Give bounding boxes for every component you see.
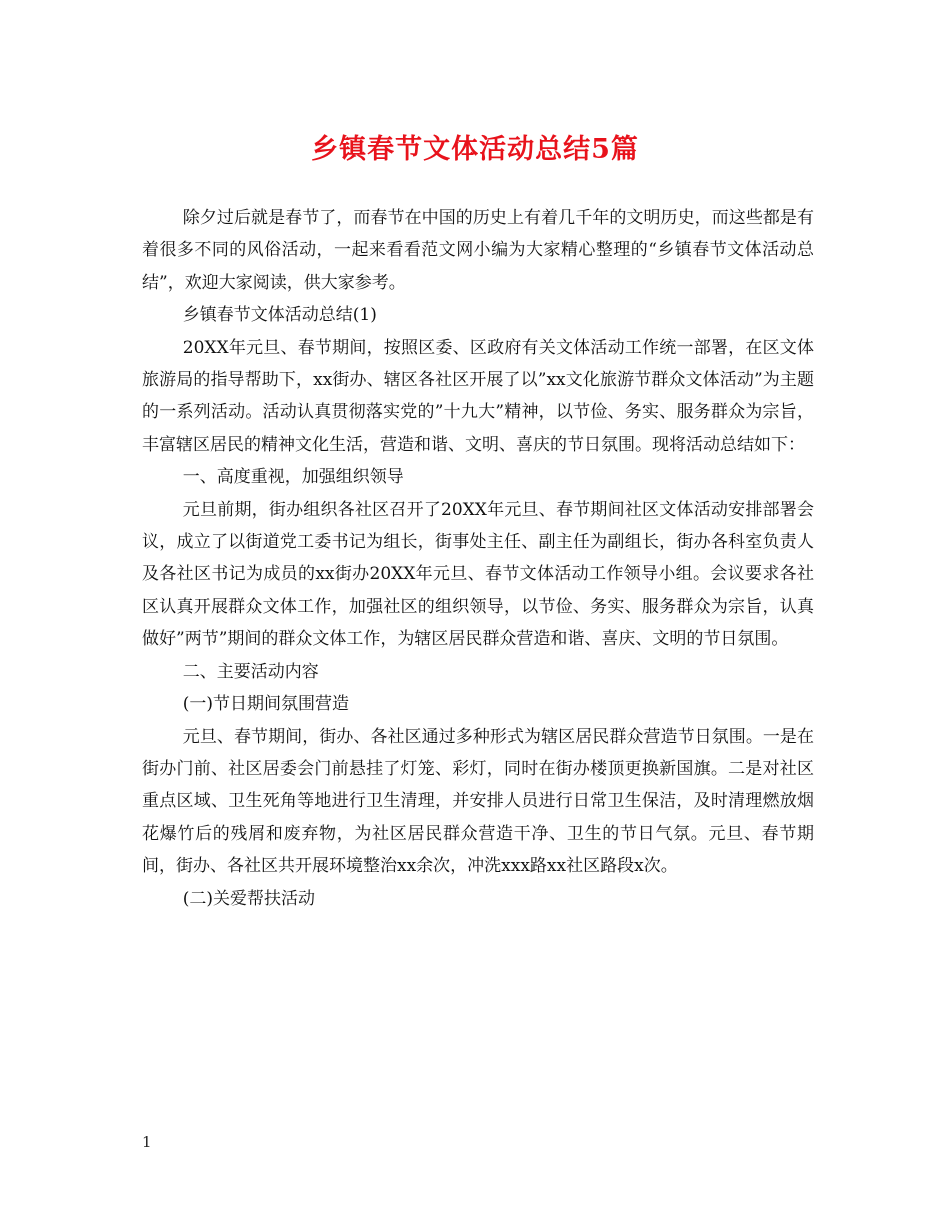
section-heading: 二、主要活动内容 bbox=[182, 661, 319, 682]
body-paragraph: 元旦前期，街办组织各社区召开了20XX年元旦、春节期间社区文体活动安排部署会议，成立了以街道党工委书记为组长，街事处主任、副主任为副组长，街办各科室负责人及各社区书记为成员的xx街办20XX年元旦、春节文体活动工作领导小组。会议要求各社区认真开展群众文体工作，加强社区的组织领导，以节俭、务实、服务群众为宗旨，认真做好”两节”期间的群众文体工作，为辖区居民群众营造和谐、喜庆、文明的节日氛围。 bbox=[142, 499, 814, 650]
page-number: 1 bbox=[142, 1133, 152, 1151]
document-title: 乡镇春节文体活动总结5篇 bbox=[311, 134, 639, 165]
subsection-heading: (二)关爱帮扶活动 bbox=[182, 888, 316, 909]
body-paragraph: 元旦、春节期间，街办、各社区通过多种形式为辖区居民群众营造节日氛围。一是在街办门前、社区居委会门前悬挂了灯笼、彩灯，同时在街办楼顶更换新国旗。二是对社区重点区域、卫生死角等地进行卫生清理，并安排人员进行日常卫生保洁，及时清理燃放烟花爆竹后的残屑和废弃物，为社区居民群众营造干净、卫生的节日气氛。元旦、春节期间，街办、各社区共开展环境整治xx余次，冲洗xxx路xx社区路段x次。 bbox=[142, 726, 814, 877]
intro-paragraph: 除夕过后就是春节了，而春节在中国的历史上有着几千年的文明历史，而这些都是有着很多不同的风俗活动，一起来看看范文网小编为大家精心整理的“乡镇春节文体活动总结”，欢迎大家阅读，供大家参考。 bbox=[142, 208, 814, 293]
section-heading: 一、高度重视，加强组织领导 bbox=[182, 467, 404, 488]
body-paragraph: 20XX年元旦、春节期间，按照区委、区政府有关文体活动工作统一部署，在区文体旅游局的指导帮助下，xx街办、辖区各社区开展了以”xx文化旅游节群众文体活动”为主题的一系列活动。活动认真贯彻落实党的”十九大”精神，以节俭、务实、服务群众为宗旨，丰富辖区居民的精神文化生活，营造和谐、文明、喜庆的节日氛围。现将活动总结如下： bbox=[142, 337, 814, 455]
document-body bbox=[142, 202, 814, 915]
subsection-heading: (一)节日期间氛围营造 bbox=[182, 694, 350, 715]
section-heading-summary-1: 乡镇春节文体活动总结(1) bbox=[182, 305, 377, 326]
